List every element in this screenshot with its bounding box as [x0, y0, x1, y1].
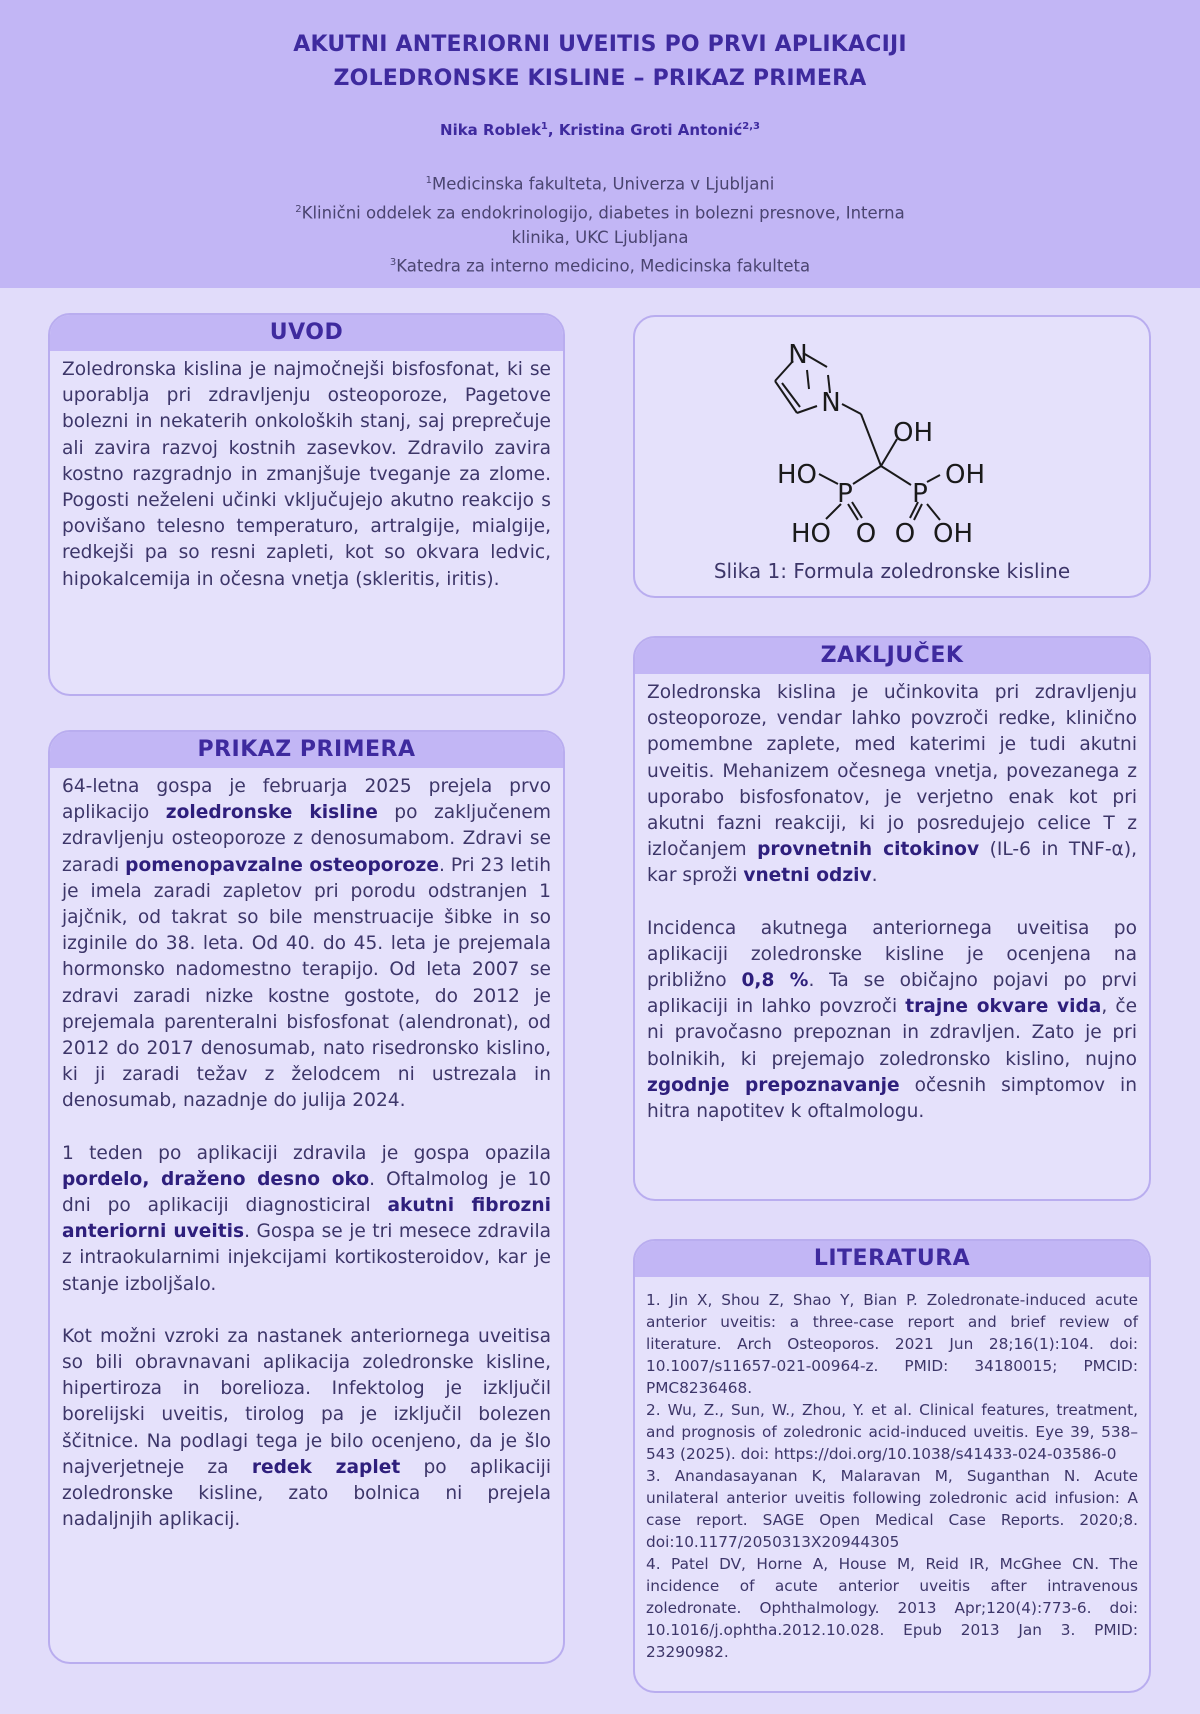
- figure-box: [633, 315, 1151, 598]
- text-span: .: [871, 865, 878, 887]
- text-span: . Oftalmolog je 10 dni po aplikaciji diagnosticiral: [62, 1168, 551, 1217]
- affiliation-2-number: 2: [295, 203, 302, 215]
- text-span: 1 teden po aplikaciji zdravila je gospa opazila: [62, 1142, 551, 1164]
- text-span: po aplikaciji zoledronske kisline, zato bolnica ni prejela nadaljnjih aplikacij.: [62, 1456, 552, 1531]
- reference-item: 3. Anandasayanan K, Malaravan M, Suganthan N. Acute unilateral anterior uveitis following zoledronic acid infusion: A case report. SAGE Open Medical Case Reports. 2020;8. doi:10.1177/2050313X20944305: [646, 1467, 1138, 1551]
- emphasis-text: provnetnih citokinov: [757, 839, 980, 861]
- affiliation-3: [0, 250, 1200, 279]
- text-span: . Pri 23 letih je imela zaradi zapletov pri porodu odstranjen 1 jajčnik, od takrat so bile menstruacije šibke in so izginile do 38. leta. Od 40. do 45. leta je prejemala hormonsko nadomestno terapijo. Od leta 2007 se zdravi zaradi nizke kostne gostote, do 2012 je prejemala parenteralni bisfosfonat (alendronat), od 2012 do 2017 denosumab, nato risedronsko kislino, ki ji zaradi težav z želodcem ni ustrezala in denosumab, nazadnje do julija 2024.: [62, 854, 551, 1112]
- affiliation-1: [0, 168, 1200, 197]
- atom-label: N: [788, 340, 808, 370]
- molecule-atoms: [777, 340, 985, 547]
- uvod-text: [50, 351, 563, 593]
- atom-label: N: [821, 388, 841, 418]
- emphasis-text: 0,8 %: [741, 970, 809, 992]
- atom-label: OH: [892, 418, 934, 448]
- emphasis-text: zoledronske kisline: [165, 802, 378, 824]
- reference-item: 2. Wu, Z., Sun, W., Zhou, Y. et al. Clinical features, treatment, and prognosis of zoledronic acid-induced uveitis. Eye 39, 538–543 (2025). doi: https://doi.org/10.1038/s41433-024-03586-0: [646, 1401, 1138, 1463]
- prikaz-paragraph-3: [62, 1324, 551, 1534]
- affiliation-2: [0, 197, 1200, 226]
- text-span: Incidenca akutnega anteriornega uveitisa po aplikaciji zoledronske kisline je ocenjena na približno: [647, 917, 1137, 992]
- atom-label: P: [837, 479, 853, 509]
- atom-label: HO: [790, 519, 832, 547]
- text-span: očesnih simptomov in hitra napotitev k oftalmologu.: [647, 1074, 1137, 1123]
- affiliation-1-text: Medicinska fakulteta, Univerza v Ljubljani: [432, 174, 775, 194]
- reference-item: 4. Patel DV, Horne A, House M, Reid IR, McGhee CN. The incidence of acute anterior uveitis after intravenous zoledronate. Ophthalmology. 2013 Apr;120(4):773-6. doi: 10.1016/j.ophtha.2012.10.028. Epub 2013 Jan 3. PMID: 23290982.: [646, 1555, 1138, 1661]
- section-prikaz-primera: [48, 730, 565, 1664]
- emphasis-text: pordelo, draženo desno oko: [62, 1168, 370, 1190]
- author-1-affiliation: 1: [540, 121, 548, 132]
- section-uvod: [48, 313, 565, 696]
- zakljucek-paragraph-1: [647, 680, 1137, 890]
- affiliations: [0, 168, 1200, 279]
- atom-label: OH: [944, 460, 986, 490]
- section-literatura: [633, 1239, 1151, 1693]
- text-span: po zaključenem zdravljenju osteoporoze z denosumabom. Zdravi se zaradi: [62, 802, 551, 876]
- title-line-2: ZOLEDRONSKE KISLINE – PRIKAZ PRIMERA: [333, 66, 867, 91]
- author-2: Kristina Groti Antonić: [558, 121, 743, 139]
- reference-item: 1. Jin X, Shou Z, Shao Y, Bian P. Zoledronate-induced acute anterior uveitis: a three-case report and brief review of literature. Arch Osteoporos. 2021 Jun 28;16(1):104. doi: 10.1007/s11657-021-00964-z. PMID: 34180015; PMCID: PMC8236468.: [646, 1291, 1138, 1397]
- uvod-paragraph: Zoledronska kislina je najmočnejši bisfosfonat, ki se uporablja pri zdravljenju osteoporoze, Pagetove bolezni in nekaterih onkoloških stanj, saj preprečuje ali zavira razvoj kostnih zasevkov. Zdravilo zavira kostno razgradnjo in zmanjšuje tveganje za zlome. Pogosti neželeni učinki vključujejo akutno reakcijo s povišano telesno temperaturo, artralgije, mialgije, redkejši pa so resni zapleti, kot so okvara ledvic, hipokalcemija in očesna vnetja (skleritis, iritis).: [62, 359, 551, 590]
- section-heading-literatura: LITERATURA: [635, 1241, 1149, 1277]
- atom-label: OH: [932, 519, 974, 547]
- author-separator: ,: [547, 121, 559, 139]
- zakljucek-text: [635, 674, 1149, 1125]
- prikaz-paragraph-1: [62, 774, 551, 1115]
- affiliation-3-number: 3: [389, 257, 397, 268]
- text-span: 64-letna gospa je februarja 2025 prejela prvo aplikacijo: [62, 776, 551, 824]
- text-span: Kot možni vzroki za nastanek anteriornega uveitisa so bili obravnavani aplikacija zoledronske kisline, hipertiroza in borelioza. Infektolog je izključil borelijski uveitis, tirolog pa je izključil bolezen ščitnice. Na podlagi tega je bilo ocenjeno, da je šlo najverjetneje za: [62, 1325, 551, 1478]
- emphasis-text: vnetni odziv: [743, 865, 872, 887]
- text-span: (IL-6 in TNF-α), kar sproži: [647, 839, 1137, 887]
- affiliation-1-number: 1: [425, 175, 432, 186]
- prikaz-text: [50, 768, 563, 1533]
- poster-title: [0, 28, 1200, 96]
- emphasis-text: trajne okvare vida: [905, 996, 1102, 1018]
- affiliation-3-text: Katedra za interno medicino, Medicinska fakulteta: [396, 256, 811, 276]
- emphasis-text: zgodnje prepoznavanje: [647, 1074, 900, 1096]
- emphasis-text: akutni fibrozni anteriorni uveitis: [62, 1195, 551, 1243]
- title-line-1: AKUTNI ANTERIORNI UVEITIS PO PRVI APLIKACIJI: [293, 32, 907, 57]
- section-zakljucek: [633, 636, 1151, 1201]
- atom-label: HO: [776, 460, 818, 490]
- section-heading-prikaz: PRIKAZ PRIMERA: [50, 732, 563, 768]
- text-span: . Gospa se je tri mesece zdravila z intraokularnimi injekcijami kortikosteroidov, kar je stanje izboljšalo.: [62, 1221, 552, 1295]
- zakljucek-paragraph-2: [647, 916, 1137, 1126]
- author-1: Nika Roblek: [440, 121, 541, 139]
- poster-header: [0, 0, 1200, 288]
- section-heading-zakljucek: ZAKLJUČEK: [635, 638, 1149, 674]
- author-2-affiliation: 2,3: [742, 121, 760, 132]
- zoledronic-acid-structure: [635, 317, 1151, 547]
- text-span: Zoledronska kislina je učinkovita pri zdravljenju osteoporoze, vendar lahko povzroči redke, klinično pomembne zaplete, med katerimi je tudi akutni uveitis. Mehanizem očesnega vnetja, povezanega z uporabo bisfosfonatov, je verjetno enak kot pri akutni fazni reakciji, ki jo posredujejo celice T z izločanjem: [647, 682, 1137, 861]
- prikaz-paragraph-2: [62, 1141, 551, 1298]
- affiliation-2-text-line-2: klinika, UKC Ljubljana: [511, 228, 689, 247]
- reference-list: [635, 1277, 1149, 1663]
- authors: [0, 116, 1200, 141]
- atom-label: O: [894, 519, 916, 547]
- text-span: . Ta se običajno pojavi po prvi aplikaciji in lahko povzroči: [647, 970, 1137, 1018]
- atom-label: P: [912, 479, 928, 509]
- affiliation-2-continued: [0, 225, 1200, 250]
- emphasis-text: pomenopavzalne osteoporoze: [125, 854, 439, 876]
- affiliation-2-text-line-1: Klinični oddelek za endokrinologijo, diabetes in bolezni presnove, Interna: [301, 203, 905, 222]
- emphasis-text: redek zaplet: [251, 1456, 401, 1478]
- atom-label: O: [855, 519, 877, 547]
- figure-caption: Slika 1: Formula zoledronske kisline: [713, 559, 1071, 583]
- text-span: , če ni pravočasno prepoznan in zdravljen. Zato je pri bolnikih, ki prejemajo zoledronsko kislino, nujno: [647, 996, 1138, 1070]
- section-heading-uvod: UVOD: [50, 315, 563, 351]
